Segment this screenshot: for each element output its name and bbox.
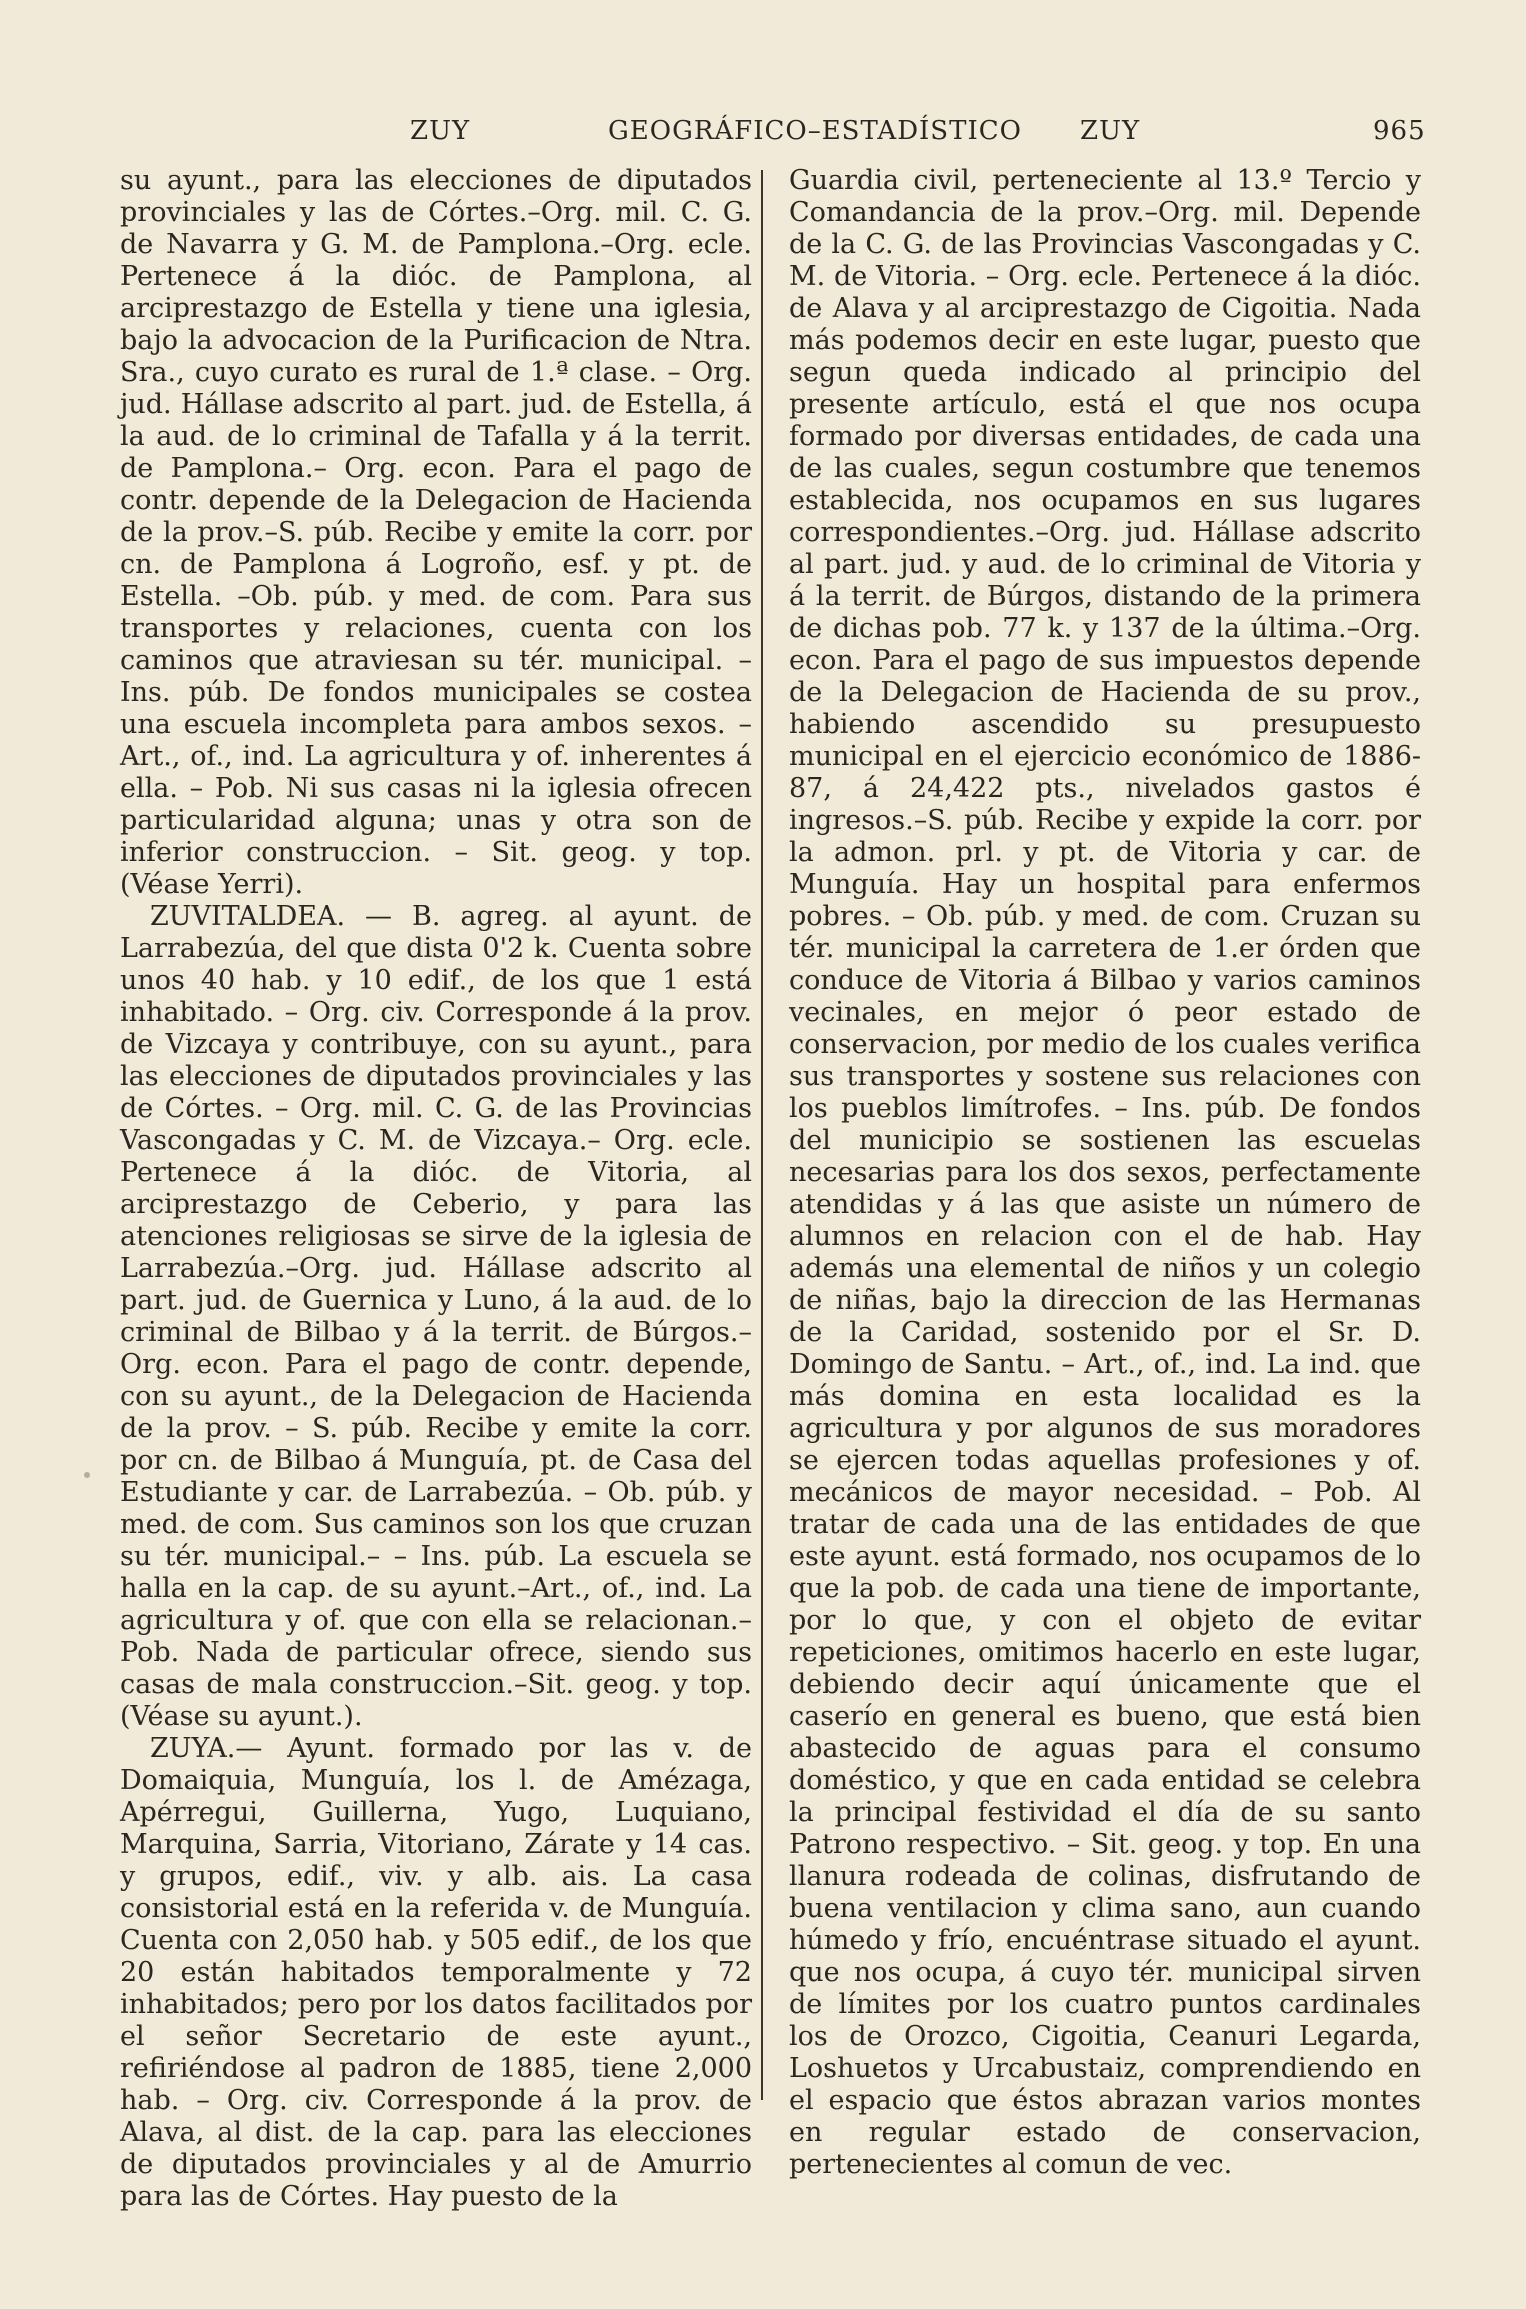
header-left-word: ZUY xyxy=(410,116,471,146)
column-divider xyxy=(761,170,763,2100)
entry-zuvitaldea: ZUVITALDEA. — B. agreg. al ayunt. de Larrabezúa, del que dista 0'2 k. Cuenta sobre unos 40 hab. y 10 edif., de los que 1 está inhabitado. – Org. civ. Corresponde á la prov. de Vizcaya y contribuye, con su ayunt., para las elecciones de diputados provinciales y las de Córtes. – Org. mil. C. G. de las Provincias Vascongadas y C. M. de Vizcaya.– Org. ecle. Pertenece á la dióc. de Vitoria, al arciprestazgo de Ceberio, y para las atenciones religiosas se sirve de la iglesia de Larrabezúa.–Org. jud. Hállase adscrito al part. jud. de Guernica y Luno, á la aud. de lo criminal de Bilbao y á la territ. de Búrgos.– Org. econ. Para el pago de contr. depende, con su ayunt., de la Delegacion de Hacienda de la prov. – S. púb. Recibe y emite la corr. por cn. de Bilbao á Munguía, pt. de Casa del Estudiante y car. de Larrabezúa. – Ob. púb. y med. de com. Sus caminos son los que cruzan su tér. municipal.– – Ins. púb. La escuela se halla en la cap. de su ayunt.–Art., of., ind. La agricultura y of. que con ella se relacionan.–Pob. Nada de particular ofrece, siendo sus casas de mala construccion.–Sit. geog. y top. (Véase su ayunt.). xyxy=(120,901,752,1732)
right-column xyxy=(789,165,1421,2185)
page-header xyxy=(120,116,1426,166)
paper-speck xyxy=(84,1472,90,1478)
header-right-word: ZUY xyxy=(1080,116,1141,146)
left-column xyxy=(120,165,752,2212)
entry-zuya-continued: Guardia civil, perteneciente al 13.º Tercio y Comandancia de la prov.–Org. mil. Depende de la C. G. de las Provincias Vascongadas y C. M. de Vitoria. – Org. ecle. Pertenece á la dióc. de Alava y al arciprestazgo de Cigoitia. Nada más podemos decir en este lugar, puesto que segun queda indicado al principio del presente artículo, está el que nos ocupa formado por diversas entidades, de cada una de las cuales, segun costumbre que tenemos establecida, nos ocupamos en sus lugares correspondientes.–Org. jud. Hállase adscrito al part. jud. y aud. de lo criminal de Vitoria y á la territ. de Búrgos, distando de la primera de dichas pob. 77 k. y 137 de la última.–Org. econ. Para el pago de sus impuestos depende de la Delegacion de Hacienda de su prov., habiendo ascendido su presupuesto municipal en el ejercicio económico de 1886-87, á 24,422 pts., nivelados gastos é ingresos.–S. púb. Recibe y expide la corr. por la admon. prl. y pt. de Vitoria y car. de Munguía. Hay un hospital para enfermos pobres. – Ob. púb. y med. de com. Cruzan su tér. municipal la carretera de 1.er órden que conduce de Vitoria á Bilbao y varios caminos vecinales, en mejor ó peor estado de conservacion, por medio de los cuales verifica sus transportes y sostene sus relaciones con los pueblos limítrofes. – Ins. púb. De fondos del municipio se sostienen las escuelas necesarias para los dos sexos, perfectamente atendidas y á las que asiste un número de alumnos en relacion con el de hab. Hay además una elemental de niños y un colegio de niñas, bajo la direccion de las Hermanas de la Caridad, sostenido por el Sr. D. Domingo de Santu. – Art., of., ind. La ind. que más domina en esta localidad es la agricultura y por algunos de sus moradores se ejercen todas aquellas profesiones y of. mecánicos de mayor necesidad. – Pob. Al tratar de cada una de las entidades de que este ayunt. está formado, nos ocupamos de lo que la pob. de cada una tiene de importante, por lo que, y con el objeto de evitar repeticiones, omitimos hacerlo en este lugar, debiendo decir aquí únicamente que el caserío en general es bueno, que está bien abastecido de aguas para el consumo doméstico, y que en cada entidad se celebra la principal festividad el día de su santo Patrono respectivo. – Sit. geog. y top. En una llanura rodeada de colinas, disfrutando de buena ventilacion y clima sano, aun cuando húmedo y frío, encuéntrase situado el ayunt. que nos ocupa, á cuyo tér. municipal sirven de límites por los cuatro puntos cardinales los de Orozco, Cigoitia, Ceanuri Legarda, Loshuetos y Urcabustaiz, comprendiendo en el espacio que éstos abrazan varios montes en regular estado de conservacion, pertenecientes al comun de vec. xyxy=(789,165,1421,2180)
header-title: GEOGRÁFICO–ESTADÍSTICO xyxy=(608,116,1022,146)
page-number: 965 xyxy=(1373,116,1426,146)
continued-entry: su ayunt., para las elecciones de diputados provinciales y las de Córtes.–Org. mil. C. G. de Navarra y G. M. de Pamplona.–Org. ecle. Pertenece á la dióc. de Pamplona, al arciprestazgo de Estella y tiene una iglesia, bajo la advocacion de la Purificacion de Ntra. Sra., cuyo curato es rural de 1.ª clase. – Org. jud. Hállase adscrito al part. jud. de Estella, á la aud. de lo criminal de Tafalla y á la territ. de Pamplona.– Org. econ. Para el pago de contr. depende de la Delegacion de Hacienda de la prov.–S. púb. Recibe y emite la corr. por cn. de Pamplona á Logroño, esf. y pt. de Estella. –Ob. púb. y med. de com. Para sus transportes y relaciones, cuenta con los caminos que atraviesan su tér. municipal. – Ins. púb. De fondos municipales se costea una escuela incompleta para ambos sexos. – Art., of., ind. La agricultura y of. inherentes á ella. – Pob. Ni sus casas ni la iglesia ofrecen particularidad alguna; unas y otra son de inferior construccion. – Sit. geog. y top. (Véase Yerri). xyxy=(120,165,752,900)
entry-zuya: ZUYA.— Ayunt. formado por las v. de Domaiquia, Munguía, los l. de Amézaga, Apérregui, Guillerna, Yugo, Luquiano, Marquina, Sarria, Vitoriano, Zárate y 14 cas. y grupos, edif., viv. y alb. ais. La casa consistorial está en la referida v. de Munguía. Cuenta con 2,050 hab. y 505 edif., de los que 20 están habitados temporalmente y 72 inhabitados; pero por los datos facilitados por el señor Secretario de este ayunt., refiriéndose al padron de 1885, tiene 2,000 hab. – Org. civ. Corresponde á la prov. de Alava, al dist. de la cap. para las elecciones de diputados provinciales y al de Amurrio para las de Córtes. Hay puesto de la xyxy=(120,1733,752,2212)
